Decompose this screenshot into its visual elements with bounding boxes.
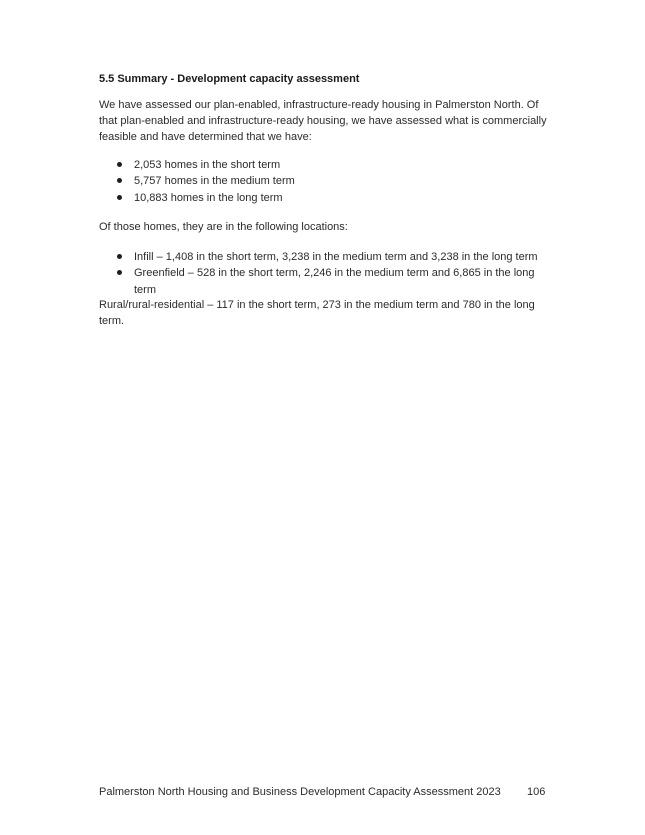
- list-item: [117, 157, 295, 173]
- bullet-icon: [117, 178, 122, 183]
- page-number: 106: [527, 786, 546, 798]
- location-bullet-list: [117, 249, 543, 298]
- section-heading: 5.5 Summary - Development capacity assessment: [99, 73, 360, 85]
- bullet-icon: [117, 254, 122, 259]
- bullet-icon: [117, 195, 122, 200]
- bullet-icon: [117, 162, 122, 167]
- list-item-text: 2,053 homes in the short term: [134, 159, 281, 171]
- list-item-text: 10,883 homes in the long term: [134, 191, 283, 204]
- list-item: [117, 173, 295, 189]
- list-item: [117, 265, 543, 298]
- locations-intro-paragraph: Of those homes, they are in the following locations:: [99, 221, 348, 233]
- footer-title: Palmerston North Housing and Business Development Capacity Assessment 2023: [99, 786, 501, 798]
- intro-paragraph: We have assessed our plan-enabled, infrastructure-ready housing in Palmerston North. Of that plan-enabled and infrastructure-ready housing, we have assessed what is commercially feasible and have determined that we have:: [99, 99, 547, 144]
- list-item-text: Infill – 1,408 in the short term, 3,238 in the medium term and 3,238 in the long term: [134, 251, 538, 263]
- list-item-text: 5,757 homes in the medium term: [134, 175, 295, 188]
- rural-paragraph: Rural/rural-residential – 117 in the short term, 273 in the medium term and 780 in the long term.: [99, 299, 535, 328]
- list-item-text: Greenfield – 528 in the short term, 2,246 in the medium term and 6,865 in the long term: [134, 267, 535, 296]
- list-item: [117, 190, 295, 206]
- list-item: [117, 249, 543, 265]
- term-bullet-list: [117, 157, 295, 206]
- bullet-icon: [117, 270, 122, 275]
